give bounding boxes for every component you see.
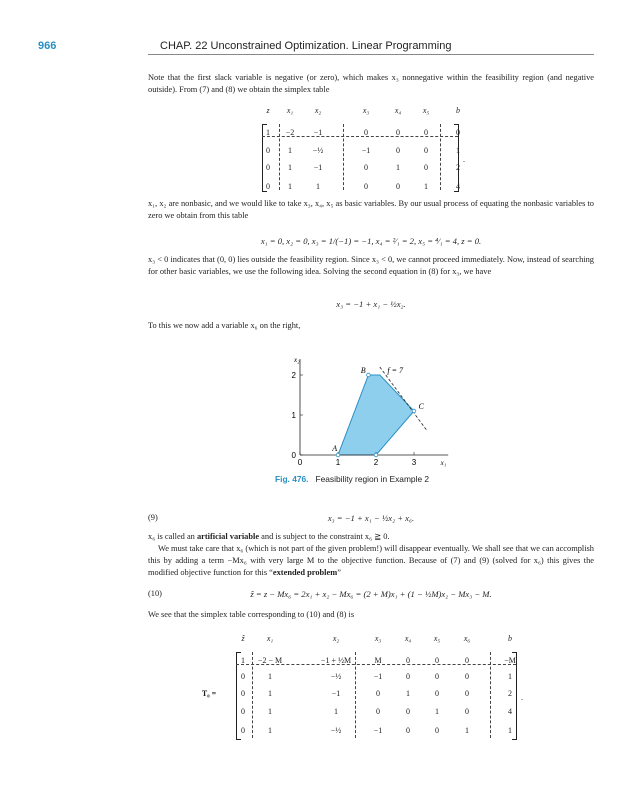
table-cell: 0 (266, 182, 270, 191)
table-cell: 1 (268, 707, 272, 716)
table-cell: 1 (334, 707, 338, 716)
table-cell: 1 (435, 707, 439, 716)
paragraph-outside (148, 254, 594, 278)
table-cell: 1 (268, 672, 272, 681)
y-axis-label: x₂ (294, 356, 300, 364)
table-cell: 0 (465, 707, 469, 716)
equation-9-number: (9) (148, 513, 158, 522)
table-header-cell: x₃ (362, 106, 370, 115)
table-header-cell: x₄ (394, 106, 402, 115)
vertex-point (412, 409, 416, 413)
table-cell: 2 (508, 689, 512, 698)
table-cell: 1 (241, 656, 245, 665)
paragraph-nonbasic-text: x₁, x₂ are nonbasic, and we would like to take x₃, x₄, x₅ as basic variables. By our usual process of equating the nonbasic variables to zero we obtain from this table (148, 199, 594, 220)
paragraph-add-variable (148, 320, 594, 332)
y-tick-label: 1 (291, 411, 296, 420)
artificial-term: artificial variable (196, 532, 260, 541)
feasibility-region (338, 375, 414, 455)
table-header-cell: x₂ (314, 106, 322, 115)
paragraph-extended-text (148, 543, 594, 579)
point-label-c: C (418, 402, 424, 411)
table-cell: −1 + ½M (320, 656, 352, 665)
extended-term: extended problem (272, 568, 338, 577)
table-header-cell: x₂ (332, 634, 340, 643)
table-cell: −½ (312, 146, 324, 155)
header-rule (148, 54, 594, 55)
x-tick-label: 3 (411, 458, 417, 467)
table-header-cell: x₅ (433, 634, 441, 643)
table-header-cell: x₆ (463, 634, 471, 643)
table-cell: 1 (508, 726, 512, 735)
table-cell: 0 (396, 146, 400, 155)
table-header-cell: b (508, 634, 512, 643)
table-cell: 0 (465, 672, 469, 681)
table-cell: 1 (456, 146, 460, 155)
equation-x3: x₃ = −1 + x₁ − ½x₂. (336, 299, 406, 309)
paragraph-intro-text: Note that the first slack variable is negative (or zero), which makes x₃ nonnegative within the feasibility region (and negative outside). From (7) and (8) we obtain the simplex table (148, 73, 594, 94)
table-cell: 1 (316, 182, 320, 191)
paragraph-intro (148, 72, 594, 96)
table-cell: 0 (266, 146, 270, 155)
equation-9: x₃ = −1 + x₁ − ½x₂ + x₆. (327, 513, 415, 523)
table-cell: 0 (266, 163, 270, 172)
table-cell: −2 − M (257, 656, 283, 665)
table-cell: 4 (508, 707, 512, 716)
table-cell: 0 (241, 672, 245, 681)
table-cell: 0 (376, 707, 380, 716)
paragraph-nonbasic (148, 198, 594, 222)
extended-post: ” (337, 568, 341, 577)
table-header-cell: b (456, 106, 460, 115)
table-cell: 0 (364, 128, 368, 137)
table-cell: −M (504, 656, 516, 665)
table-cell: −1 (361, 146, 371, 155)
table-cell: −1 (313, 128, 323, 137)
table-cell: −1 (373, 726, 383, 735)
paragraph-artificial-text (148, 531, 594, 543)
table-cell: 0 (435, 726, 439, 735)
table-cell: 0 (364, 182, 368, 191)
table-cell: 0 (435, 672, 439, 681)
figure-caption-text: Feasibility region in Example 2 (315, 474, 430, 484)
table-cell: 0 (406, 656, 410, 665)
table-cell: 0 (435, 689, 439, 698)
table-cell: 1 (288, 146, 292, 155)
table-end-mark: . (521, 693, 523, 702)
table-cell: 0 (406, 672, 410, 681)
table-left-bracket (262, 124, 267, 192)
figure-caption-label: Fig. 476. (275, 474, 309, 484)
table-cell: 2 (456, 163, 460, 172)
table-end-mark: . (463, 155, 465, 164)
paragraph-outside-text: x₃ < 0 indicates that (0, 0) lies outside the feasibility region. Since x₃ < 0, we cannot proceed immediately. Now, instead of searching for other basic variables, we use the following idea. Solving the second equation in (8) for x₃, we have (148, 255, 594, 276)
y-tick-label: 2 (291, 371, 296, 380)
table-header-cell: ẑ (241, 634, 245, 643)
vertex-point (374, 453, 378, 457)
x-axis-label: x₁ (440, 459, 447, 467)
artificial-post: and is subject to the constraint x₆ ≧ 0. (259, 532, 390, 541)
objective-line-label: f = 7 (387, 366, 404, 375)
figure-caption (275, 474, 429, 484)
table-cell: 1 (465, 726, 469, 735)
table-cell: 0 (364, 163, 368, 172)
artificial-pre: x₆ is called an (148, 532, 197, 541)
table-cell: 0 (396, 182, 400, 191)
table-cell: 1 (508, 672, 512, 681)
paragraph-table2-intro (148, 609, 594, 621)
paragraph-artificial (148, 531, 594, 579)
table-cell: 0 (406, 726, 410, 735)
equation-basic-solution: x₁ = 0, x₂ = 0, x₃ = 1/(−1) = −1, x₄ = ²⁄₁ = 2, x₅ = ⁴⁄₁ = 4, z = 0. (260, 236, 482, 246)
table-cell: M (374, 656, 382, 665)
table-right-bracket (454, 124, 459, 192)
table-cell: 0 (376, 689, 380, 698)
table-divider (440, 124, 441, 190)
table-cell: −½ (330, 726, 342, 735)
table-cell: 1 (396, 163, 400, 172)
table-header-cell: x₁ (266, 634, 274, 643)
table-cell: 0 (241, 707, 245, 716)
table-cell: 0 (406, 707, 410, 716)
table-cell: 1 (288, 182, 292, 191)
table-cell: 0 (396, 128, 400, 137)
table-cell: 0 (465, 656, 469, 665)
vertex-point (367, 373, 371, 377)
page-number: 966 (38, 40, 57, 52)
vertex-point (336, 453, 340, 457)
table-cell: 1 (268, 689, 272, 698)
x-tick-label: 0 (297, 458, 303, 467)
table-header-cell: x₅ (422, 106, 430, 115)
table-label: T₀ = (201, 689, 217, 698)
paragraph-add-variable-text: To this we now add a variable x₆ on the right, (148, 321, 301, 330)
x-tick-label: 1 (335, 458, 341, 467)
equation-10-number: (10) (148, 589, 162, 598)
table-cell: 1 (424, 182, 428, 191)
page-header (0, 0, 639, 60)
table-cell: 4 (456, 182, 460, 191)
table-cell: −1 (331, 689, 341, 698)
paragraph-table2-intro-text: We see that the simplex table corresponding to (10) and (8) is (148, 610, 355, 619)
point-label-a: A (332, 444, 338, 453)
table-cell: 0 (241, 726, 245, 735)
table-row-divider (262, 136, 458, 137)
table-header-cell: z (266, 106, 270, 115)
table-cell: −1 (313, 163, 323, 172)
feasibility-region-figure (280, 355, 450, 470)
table-cell: −2 (285, 128, 295, 137)
table-cell: 0 (424, 163, 428, 172)
table-cell: −1 (373, 672, 383, 681)
table-cell: 0 (456, 128, 460, 137)
table-cell: 0 (424, 128, 428, 137)
y-tick-label: 0 (291, 451, 296, 460)
table-header-cell: x₁ (286, 106, 294, 115)
table-cell: 0 (465, 689, 469, 698)
table-cell: 1 (266, 128, 270, 137)
table-row-divider (236, 664, 516, 665)
extended-pre: We must take care that x₆ (which is not part of the given problem!) will disappear eventually. We shall see that we can accomplish this by adding a term −Mx₆ with very large M to the objective function. Because of (7) and (9) (solved for x₆) this gives the modified objective function for this “ (148, 544, 594, 577)
equation-10: ẑ = z − Mx₆ = 2x₁ + x₂ − Mx₆ = (2 + M)x₁ + (1 − ½M)x₂ − Mx₃ − M. (250, 589, 492, 599)
table-cell: 0 (424, 146, 428, 155)
table-cell: 0 (435, 656, 439, 665)
table-cell: 1 (288, 163, 292, 172)
chapter-title: CHAP. 22 Unconstrained Optimization. Linear Programming (160, 40, 452, 52)
table-header-cell: x₃ (374, 634, 382, 643)
x-tick-label: 2 (373, 458, 379, 467)
table-cell: 1 (268, 726, 272, 735)
table-right-bracket (512, 652, 517, 740)
point-label-b: B (360, 366, 366, 375)
table-divider (279, 124, 280, 190)
table-cell: 1 (406, 689, 410, 698)
table-divider (343, 124, 344, 190)
table-left-bracket (236, 652, 241, 740)
table-header-cell: x₄ (404, 634, 412, 643)
table-cell: −½ (330, 672, 342, 681)
table-cell: 0 (241, 689, 245, 698)
